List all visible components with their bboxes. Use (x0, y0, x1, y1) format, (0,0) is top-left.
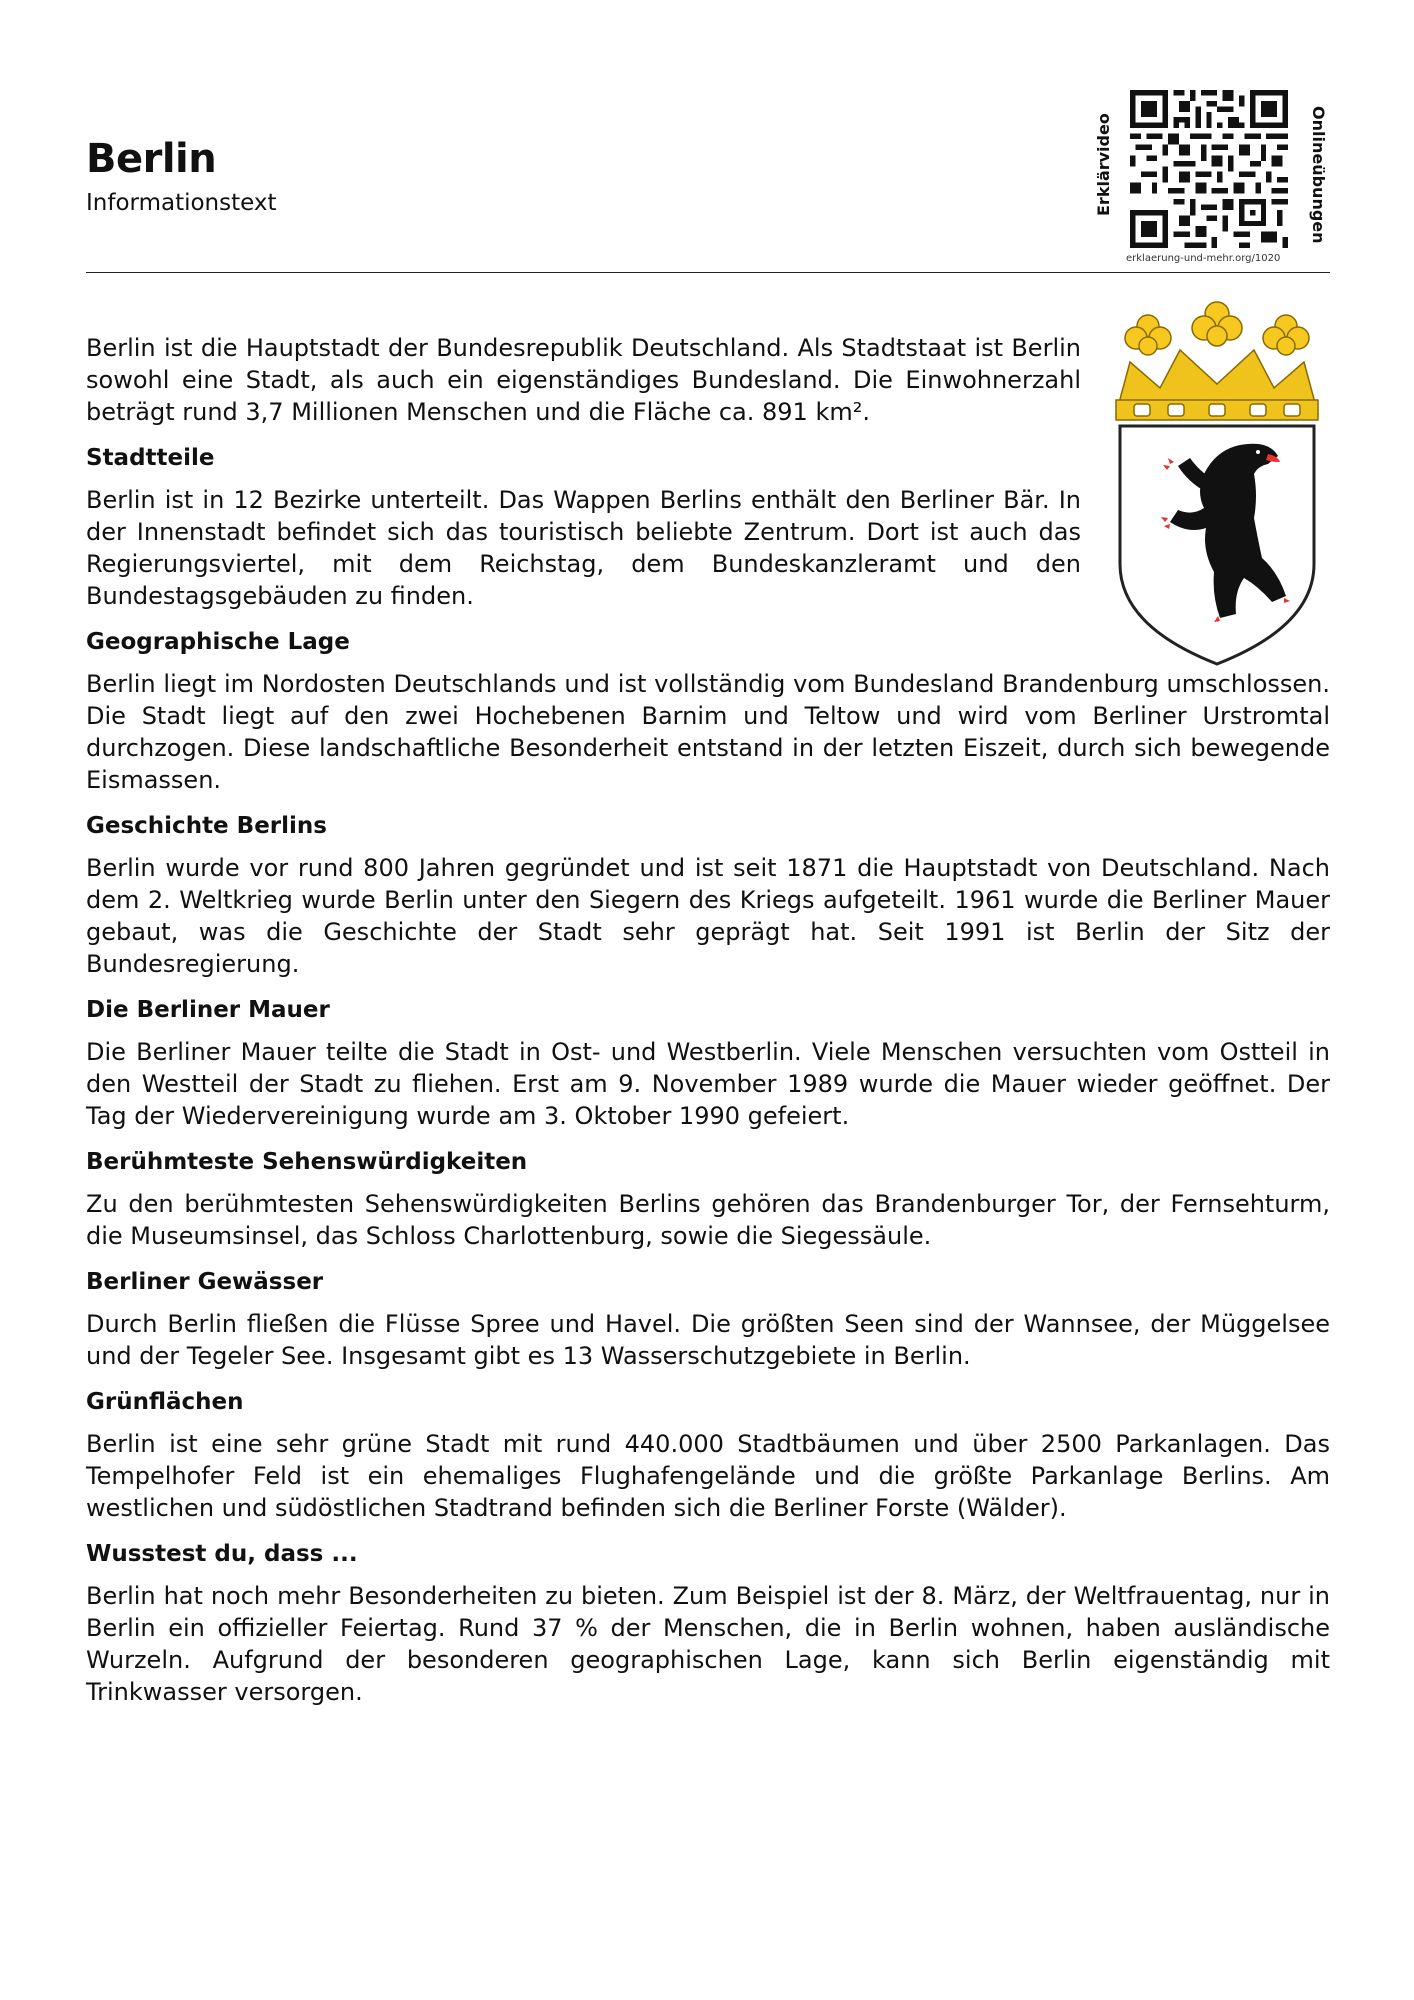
section-text: Berlin ist eine sehr grüne Stadt mit rund 440.000 Stadtbäumen und über 2500 Parkanlagen. Das Tempelhofer Feld ist ein ehemaliges Flughafengelände und die größte Parkanlage Berlins. Am westlichen und südöstlichen Stadtrand befinden sich die Berliner Forste (Wälder). (86, 1430, 1330, 1522)
header-divider (86, 272, 1330, 273)
section-heading: Berliner Gewässer (86, 1269, 324, 1295)
section-text: Berlin liegt im Nordosten Deutschlands und ist vollständig vom Bundesland Brandenburg umschlossen. Die Stadt liegt auf den zwei Hochebenen Barnim und Teltow und wird vom Berliner Urstromtal durchzogen. Diese landschaftliche Besonderheit entstand in der letzten Eiszeit, durch sich bewegende Eismassen. (86, 670, 1330, 794)
intro-paragraph: Berlin ist die Hauptstadt der Bundesrepublik Deutschland. Als Stadtstaat ist Berlin sowohl eine Stadt, als auch ein eigenständiges Bundesland. Die Einwohnerzahl beträgt rund 3,7 Millionen Menschen und die Fläche ca. 891 km². (86, 334, 1081, 426)
qr-code[interactable] (1130, 90, 1288, 248)
section-text: Berlin wurde vor rund 800 Jahren gegründet und ist seit 1871 die Hauptstadt von Deutschland. Nach dem 2. Weltkrieg wurde Berlin unter den Siegern des Kriegs aufgeteilt. 1961 wurde die Berliner Mauer gebaut, was die Geschichte der Stadt sehr geprägt hat. Seit 1991 ist Berlin der Sitz der Bundesregierung. (86, 854, 1330, 978)
section-heading: Stadtteile (86, 445, 215, 471)
page-subtitle: Informationstext (86, 190, 277, 216)
qr-url[interactable]: erklaerung-und-mehr.org/1020 (1126, 253, 1281, 264)
main-content (86, 332, 1330, 1722)
section-heading: Berühmteste Sehenswürdigkeiten (86, 1149, 528, 1175)
section-heading: Geographische Lage (86, 629, 350, 655)
section-text: Die Berliner Mauer teilte die Stadt in Ost- und Westberlin. Viele Menschen versuchten vom Ostteil in den Westteil der Stadt zu fliehen. Erst am 9. November 1989 wurde die Mauer wieder geöffnet. Der Tag der Wiedervereinigung wurde am 3. Oktober 1990 gefeiert. (86, 1038, 1330, 1130)
qr-label-video: Erklärvideo (1094, 113, 1113, 217)
section-text: Berlin ist in 12 Bezirke unterteilt. Das Wappen Berlins enthält den Berliner Bär. In der Innenstadt befindet sich das touristisch beliebte Zentrum. Dort ist auch das Regierungsviertel, mit dem Reichstag, dem Bundeskanzleramt und den Bundestagsgebäuden zu finden. (86, 486, 1081, 610)
section-text: Durch Berlin fließen die Flüsse Spree und Havel. Die größten Seen sind der Wannsee, der Müggelsee und der Tegeler See. Insgesamt gibt es 13 Wasserschutzgebiete in Berlin. (86, 1310, 1330, 1370)
section-text: Berlin hat noch mehr Besonderheiten zu bieten. Zum Beispiel ist der 8. März, der Weltfrauentag, nur in Berlin ein offizieller Feiertag. Rund 37 % der Menschen, die in Berlin wohnen, haben ausländische Wurzeln. Aufgrund der besonderen geographischen Lage, kann sich Berlin eigenständig mit Trinkwasser versorgen. (86, 1582, 1330, 1706)
section-text: Zu den berühmtesten Sehenswürdigkeiten Berlins gehören das Brandenburger Tor, der Fernsehturm, die Museumsinsel, das Schloss Charlottenburg, sowie die Siegessäule. (86, 1190, 1330, 1250)
section-heading: Die Berliner Mauer (86, 997, 330, 1023)
qr-label-exercises: Onlineübungen (1309, 106, 1328, 244)
section-heading: Geschichte Berlins (86, 813, 327, 839)
page-title: Berlin (86, 136, 217, 182)
section-heading: Grünflächen (86, 1389, 244, 1415)
section-heading: Wusstest du, dass ... (86, 1541, 358, 1567)
